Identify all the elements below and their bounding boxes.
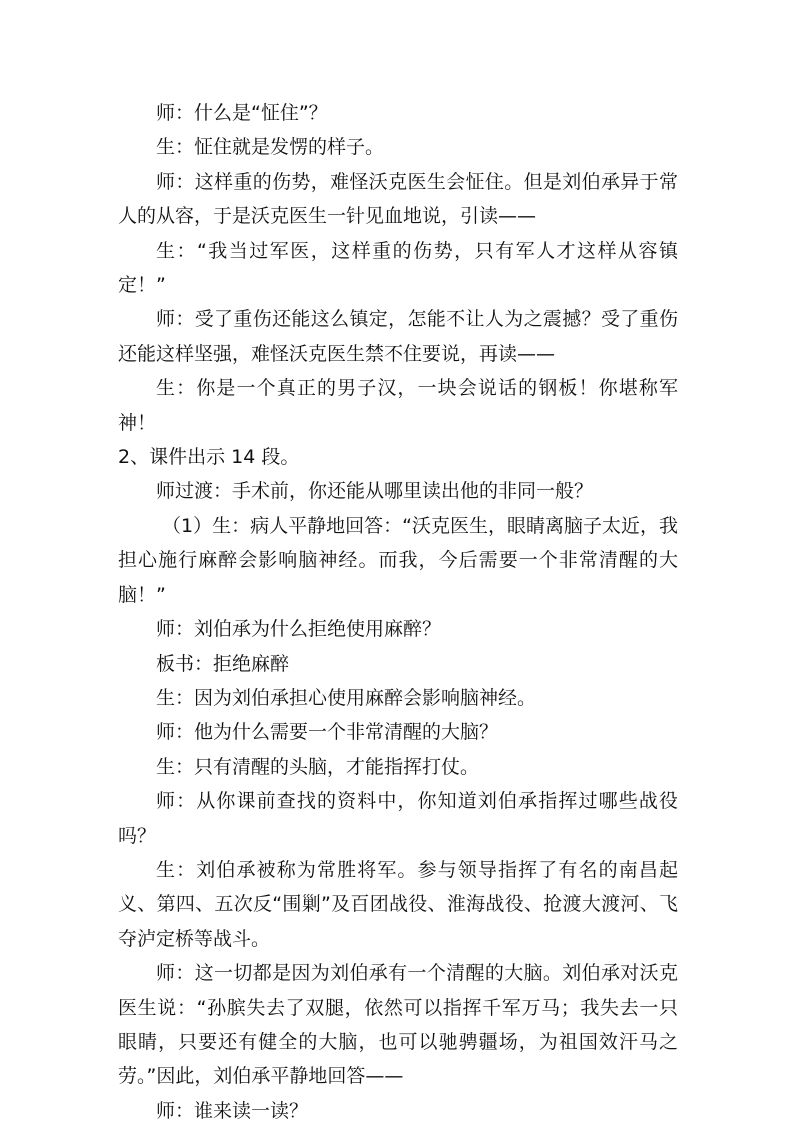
section-heading: 2、课件出示 14 段。 bbox=[118, 446, 300, 469]
paragraph: 师：受了重伤还能这么镇定，怎能不让人为之震撼？受了重伤还能这样坚强，难怪沃克医生禁不住要说，再读—— bbox=[118, 308, 678, 365]
paragraph: 师过渡：手术前，你还能从哪里读出他的非同一般？ bbox=[156, 480, 594, 503]
paragraph: 师：谁来读一读？ bbox=[156, 1099, 309, 1122]
paragraph: 生：因为刘伯承担心使用麻醉会影响脑神经。 bbox=[156, 686, 537, 709]
document-body bbox=[118, 96, 678, 1128]
paragraph: （1）生：病人平静地回答：“沃克医生，眼睛离脑子太近，我担心施行麻醉会影响脑神经。而我，今后需要一个非常清醒的大脑！” bbox=[118, 514, 678, 606]
paragraph: 生：怔住就是发愣的样子。 bbox=[156, 136, 385, 159]
paragraph: 师：刘伯承为什么拒绝使用麻醉？ bbox=[156, 618, 442, 641]
paragraph: 生：刘伯承被称为常胜将军。参与领导指挥了有名的南昌起义、第四、五次反“围剿”及百团战役、淮海战役、抢渡大渡河、飞夺泸定桥等战斗。 bbox=[118, 858, 678, 950]
paragraph: 师：这一切都是因为刘伯承有一个清醒的大脑。刘伯承对沃克医生说：“孙膑失去了双腿，依然可以指挥千军万马；我失去一只眼睛，只要还有健全的大脑，也可以驰骋疆场，为祖国效汗马之劳。”因此，刘伯承平静地回答—— bbox=[118, 962, 678, 1088]
paragraph: 师：从你课前查找的资料中，你知道刘伯承指挥过哪些战役吗？ bbox=[118, 790, 678, 847]
paragraph: 师：他为什么需要一个非常清醒的大脑？ bbox=[156, 721, 499, 744]
paragraph: 师：什么是“怔住”？ bbox=[156, 102, 328, 124]
paragraph: 生：只有清醒的头脑，才能指挥打仗。 bbox=[156, 755, 480, 778]
paragraph: 板书：拒绝麻醉 bbox=[156, 652, 290, 675]
paragraph: 生：你是一个真正的男子汉，一块会说话的钢板！你堪称军神！ bbox=[118, 377, 678, 434]
paragraph: 师：这样重的伤势，难怪沃克医生会怔住。但是刘伯承异于常人的从容，于是沃克医生一针见血地说，引读—— bbox=[118, 170, 678, 228]
paragraph: 生：“我当过军医，这样重的伤势，只有军人才这样从容镇定！” bbox=[118, 239, 678, 297]
